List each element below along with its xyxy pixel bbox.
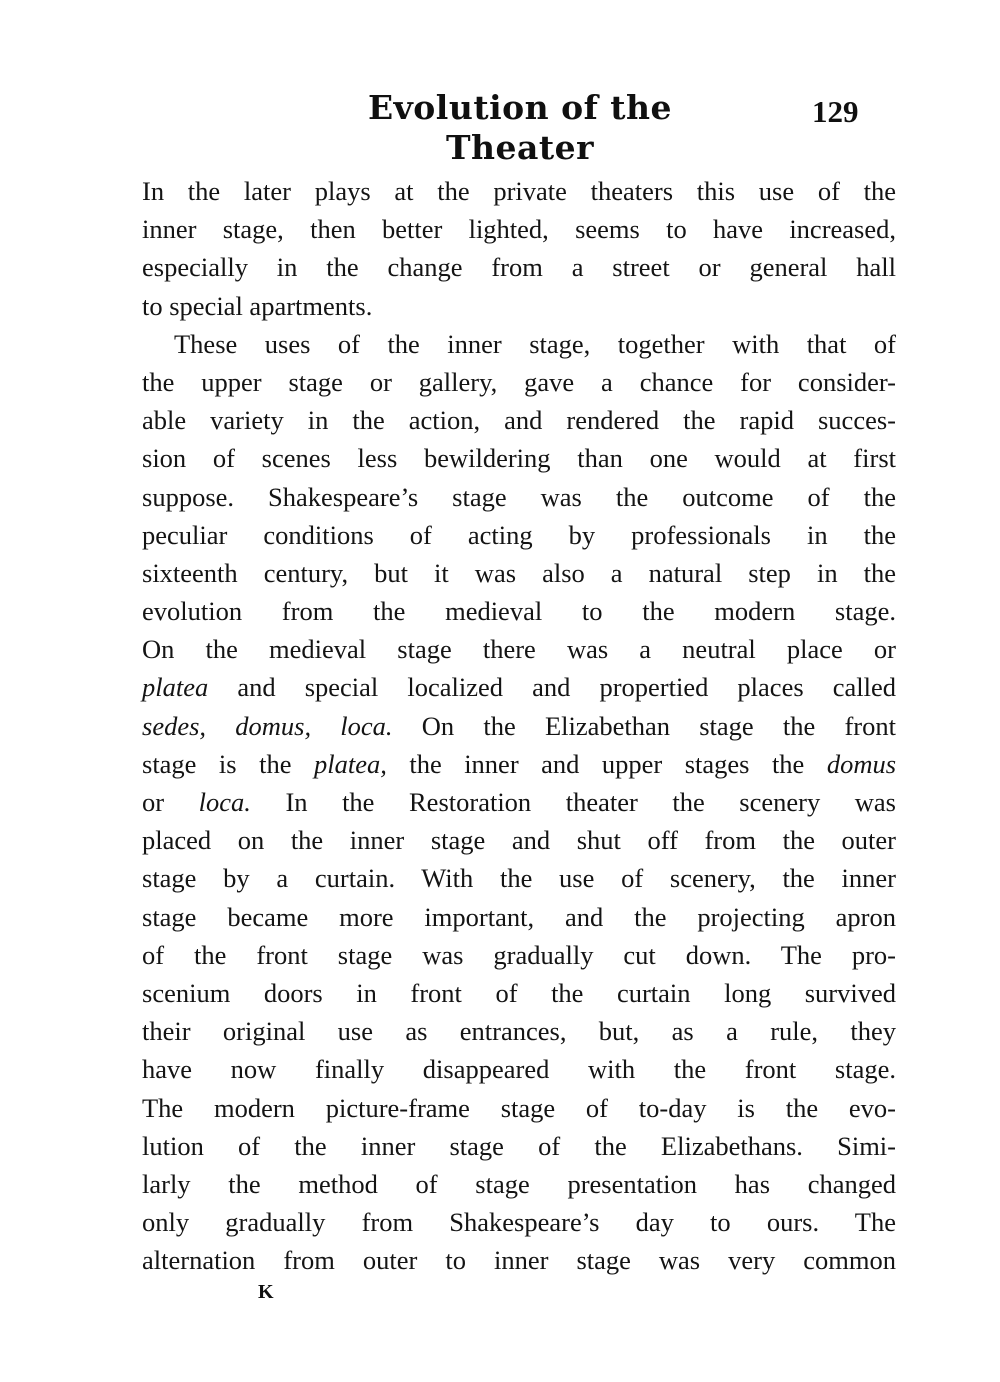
text-line: inner stage, then better lighted, seems to have increased, xyxy=(142,214,896,245)
italic-term: loca. xyxy=(198,787,251,817)
text-line: the upper stage or gallery, gave a chance for consider- xyxy=(142,366,896,397)
text-line xyxy=(142,783,896,821)
text-line: sion of scenes less bewildering than one would at first xyxy=(142,443,896,474)
text-line xyxy=(142,707,896,745)
text-run: On the Elizabethan stage the front xyxy=(392,710,896,741)
text-line: evolution from the medieval to the modern stage. xyxy=(142,596,896,627)
text-line: On the medieval stage there was a neutral place or xyxy=(142,634,896,665)
text-line: scenium doors in front of the curtain long survived xyxy=(142,977,896,1008)
text-line: their original use as entrances, but, as a rule, they xyxy=(142,1016,896,1047)
text-line: stage by a curtain. With the use of scenery, the inner xyxy=(142,863,896,894)
body-text xyxy=(142,172,896,1279)
text-line: The modern picture-frame stage of to-day is the evo- xyxy=(142,1092,896,1123)
signature-mark: K xyxy=(258,1281,274,1303)
page-number: 129 xyxy=(812,94,859,129)
text-line: These uses of the inner stage, together with that of xyxy=(174,328,896,359)
italic-term: sedes, domus, loca. xyxy=(142,710,393,741)
text-line: alternation from outer to inner stage was very common xyxy=(142,1245,896,1276)
text-line: stage became more important, and the projecting apron xyxy=(142,901,896,932)
italic-term: platea, xyxy=(313,748,387,779)
text-run: or xyxy=(142,787,199,817)
text-line: In the later plays at the private theaters this use of the xyxy=(142,176,896,206)
text-line: lution of the inner stage of the Elizabethans. Simi- xyxy=(142,1130,896,1161)
italic-term: platea xyxy=(142,672,209,703)
text-run: and special localized and propertied places called xyxy=(208,672,896,703)
text-line: peculiar conditions of acting by professionals in the xyxy=(142,519,896,550)
text-line: of the front stage was gradually cut down. The pro- xyxy=(142,939,896,970)
text-run: stage is the xyxy=(142,748,314,779)
text-line: larly the method of stage presentation has changed xyxy=(142,1168,896,1199)
text-line: placed on the inner stage and shut off from the outer xyxy=(142,825,896,856)
text-run: the inner and upper stages the xyxy=(386,748,827,779)
running-title: Evolution of the Theater xyxy=(367,88,673,167)
text-line: able variety in the action, and rendered the rapid succes- xyxy=(142,405,896,436)
text-line: only gradually from Shakespeare’s day to ours. The xyxy=(142,1207,896,1238)
text-line: have now finally disappeared with the front stage. xyxy=(142,1054,896,1085)
text-line: especially in the change from a street or general hall xyxy=(142,252,896,283)
text-line: suppose. Shakespeare’s stage was the outcome of the xyxy=(142,481,896,512)
italic-term: domus xyxy=(826,748,897,779)
text-run: In the Restoration theater the scenery was xyxy=(250,787,896,817)
text-line: to special apartments. xyxy=(142,290,373,321)
text-line xyxy=(142,745,896,783)
text-line: sixteenth century, but it was also a natural step in the xyxy=(142,557,896,588)
text-line xyxy=(142,668,896,706)
